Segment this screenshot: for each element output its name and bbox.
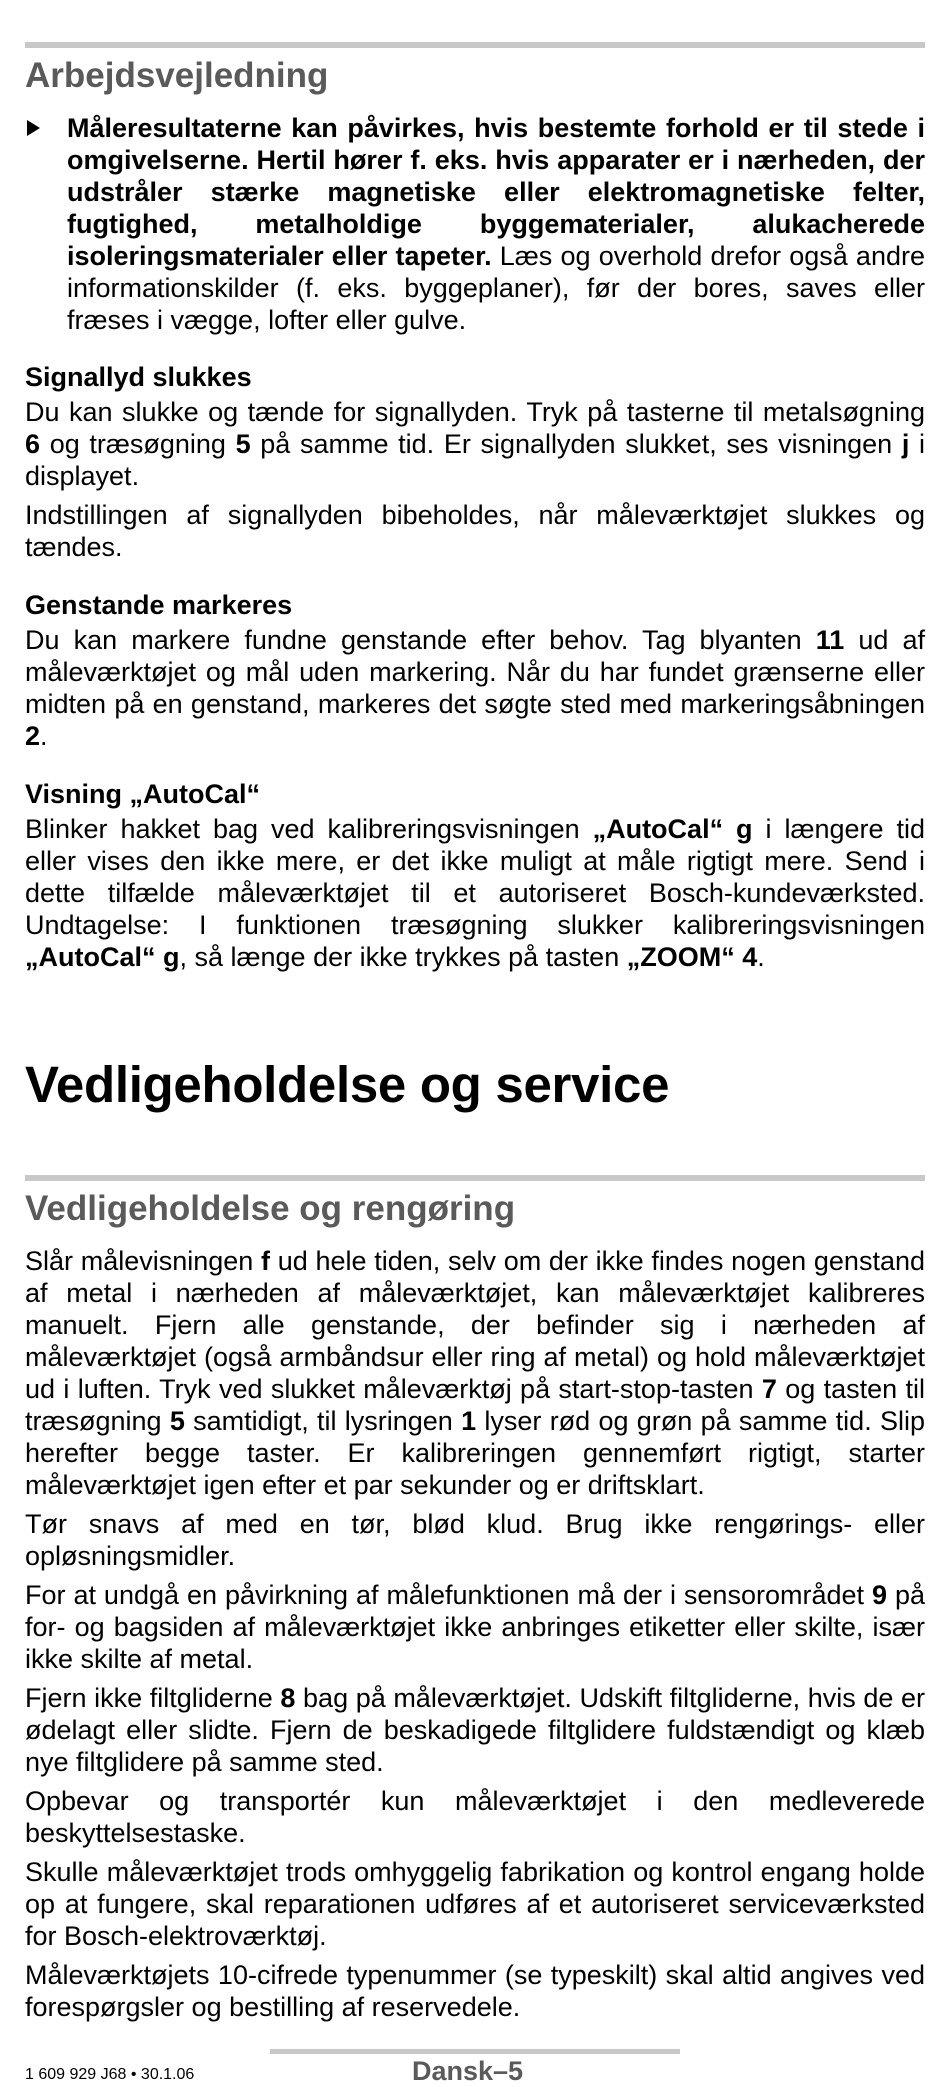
paragraph-maintenance-6: Skulle måleværktøjet trods omhyggelig fabrikation og kontrol engang holde op at fungere, skal reparationen udføres af et autoriseret serviceværksted for Bosch-elektroværktøj.	[25, 1857, 925, 1951]
ref-number: 8	[280, 1683, 296, 1713]
text: Slår målevisningen	[25, 1246, 262, 1276]
ref-letter: j	[901, 429, 910, 459]
section-rule	[25, 1175, 925, 1181]
page-content	[25, 0, 925, 2023]
text: lyser rød og grøn på samme tid. Slip herefter begge taster. Er kalibreringen gennemført rigtigt, starter måleværktøjet igen efter et par sekunder og er driftsklart.	[25, 1406, 925, 1500]
subheading-genstande: Genstande markeres	[25, 590, 293, 620]
text: ud hele tiden, selv om der ikke findes nogen genstand af metal i nærheden af måleværktøjet, kan måleværktøjet kalibreres manuelt. Fjern alle genstande, der befinder sig i nærheden af måleværktøjet (også armbåndsur eller ring af metal) og hold måleværktøjet ud i luften. Tryk ved slukket måleværktøj på start-stop-tasten	[25, 1246, 925, 1404]
section-title-arbejdsvejledning: Arbejdsvejledning	[25, 56, 329, 95]
ref-display: „AutoCal“ g	[25, 942, 180, 972]
section-rule	[25, 42, 925, 48]
text: på samme tid. Er signallyden slukket, ses visningen	[250, 429, 902, 459]
footer-rule	[270, 2049, 680, 2054]
paragraph-autocal	[25, 813, 925, 973]
ref-button: „ZOOM“ 4	[626, 942, 758, 972]
chapter-title: Vedligeholdelse og service	[25, 1056, 670, 1113]
paragraph-maintenance-1	[25, 1245, 925, 1501]
ref-display: „AutoCal“ g	[592, 814, 753, 844]
subheading-signallyd: Signallyd slukkes	[25, 362, 252, 392]
footer-page-number: Dansk–5	[412, 2056, 524, 2086]
ref-letter: f	[261, 1246, 271, 1276]
subheading-autocal: Visning „AutoCal“	[25, 779, 261, 809]
section-title-vedligeholdelse: Vedligeholdelse og rengøring	[25, 1189, 516, 1228]
paragraph-signallyd-1	[25, 396, 925, 492]
text: ud af måleværktøjet og mål uden markering. Når du har fundet grænserne eller midten på en genstand, markeres det søgte sted med markeringsåbningen	[25, 625, 925, 719]
ref-number: 2	[25, 721, 41, 751]
paragraph-maintenance-4	[25, 1682, 925, 1778]
text: Du kan markere fundne genstande efter behov. Tag blyanten	[25, 625, 816, 655]
ref-number: 9	[871, 1580, 887, 1610]
paragraph-maintenance-7: Måleværktøjets 10-cifrede typenummer (se typeskilt) skal altid angives ved forespørgsler og bestilling af reservedele.	[25, 1960, 925, 2022]
warning-bullet	[25, 112, 925, 336]
bullet-arrow-icon	[27, 120, 40, 136]
text: bag på måleværktøjet. Udskift filtgliderne, hvis de er ødelagt eller slidte. Fjern de beskadigede filtglidere fuldstændigt og klæb nye filtglidere på samme sted.	[25, 1683, 925, 1777]
text: samtidigt, til lysringen	[184, 1406, 462, 1436]
text: Fjern ikke filtgliderne	[25, 1683, 281, 1713]
ref-number: 1	[461, 1406, 477, 1436]
text: Du kan slukke og tænde for signallyden. Tryk på tasterne til metalsøgning	[25, 397, 925, 427]
text: Blinker hakket bag ved kalibreringsvisningen	[25, 814, 593, 844]
ref-number: 6	[25, 429, 41, 459]
paragraph-maintenance-2: Tør snavs af med en tør, blød klud. Brug ikke rengørings- eller opløsningsmidler.	[25, 1509, 925, 1571]
text: i længere tid eller vises den ikke mere, er det ikke muligt at måle rigtigt mere. Send i dette tilfælde måleværktøjet til et autoriseret Bosch-kundeværksted. Undtagelse: I funktionen træsøgning slukker kalibreringsvisningen	[25, 814, 925, 940]
text: og træsøgning	[40, 429, 236, 459]
warning-bold-text: Måleresultaterne kan påvirkes, hvis bestemte forhold er til stede i omgivelserne. Hertil hører f. eks. hvis apparater er i nærheden, der udstråler stærke magnetiske eller elektromagnetiske felter, fugtighed, metalholdige byggematerialer, alukacherede isoleringsmaterialer eller tapeter.	[67, 113, 925, 271]
text: i displayet.	[25, 429, 925, 491]
footer-document-code: 1 609 929 J68 • 30.1.06	[25, 2066, 195, 2083]
ref-number: 5	[235, 429, 251, 459]
paragraph-maintenance-3	[25, 1579, 925, 1675]
warning-rest-text: Læs og overhold drefor også andre informationskilder (f. eks. byggeplaner), før der bores, saves eller fræses i vægge, lofter eller gulve.	[67, 241, 925, 335]
text: , så længe der ikke trykkes på tasten	[179, 942, 627, 972]
paragraph-genstande	[25, 624, 925, 752]
text: og tasten til træsøgning	[25, 1374, 926, 1436]
ref-number: 7	[761, 1374, 777, 1404]
paragraph-maintenance-5: Opbevar og transportér kun måleværktøjet i den medleverede beskyttelsestaske.	[25, 1786, 925, 1848]
text: på for- og bagsiden af måleværktøjet ikke anbringes etiketter eller skilte, især ikke skilte af metal.	[25, 1580, 925, 1674]
text: For at undgå en påvirkning af målefunktionen må der i sensorområdet	[25, 1580, 872, 1610]
text: .	[757, 942, 765, 972]
paragraph-signallyd-2: Indstillingen af signallyden bibeholdes, når måleværktøjet slukkes og tændes.	[25, 500, 925, 562]
ref-number: 5	[169, 1406, 185, 1436]
text: .	[40, 721, 48, 751]
ref-number: 11	[815, 625, 845, 655]
